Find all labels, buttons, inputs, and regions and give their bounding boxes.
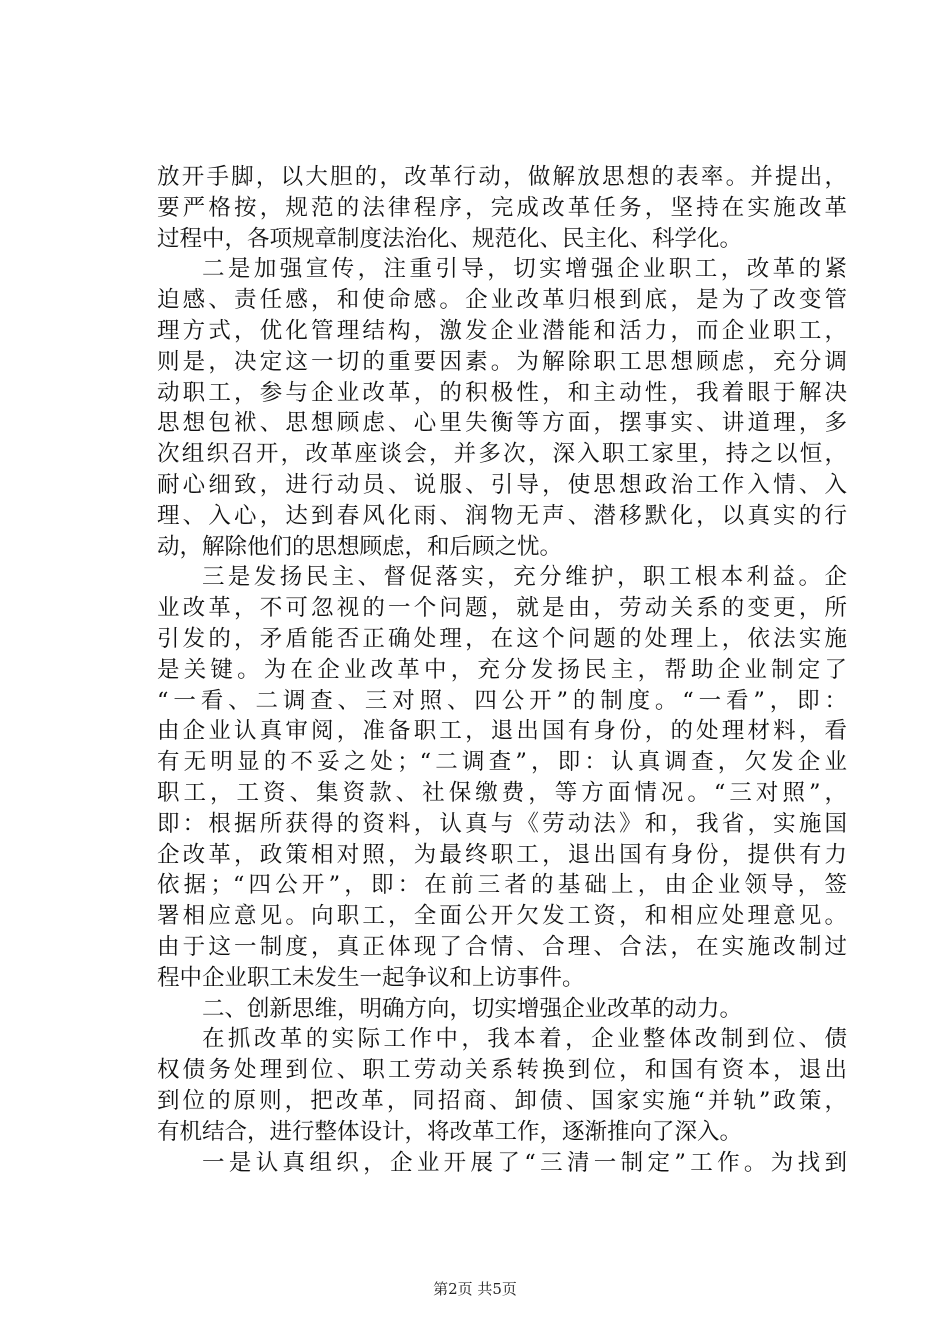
text-line: 则是，决定这一切的重要因素。为解除职工思想顾虑，充分调	[157, 348, 847, 375]
document-body	[157, 162, 847, 1178]
text-line: 有无明显的不妥之处；“二调查”，即：认真调查，欠发企业	[157, 749, 847, 776]
paragraph-start-line: 二是加强宣传，注重引导，切实增强企业职工，改革的紧	[202, 256, 847, 283]
text-line: 即：根据所获得的资料，认真与《劳动法》和，我省，实施国	[157, 810, 847, 837]
paragraph-start-line: 一是认真组织，企业开展了“三清一制定”工作。为找到	[202, 1149, 847, 1176]
text-line: 耐心细致，进行动员、说服、引导，使思想政治工作入情、入	[157, 471, 847, 498]
paragraph-start-line: 在抓改革的实际工作中，我本着，企业整体改制到位、债	[202, 1026, 847, 1053]
text-line: 思想包袱、思想顾虑、心里失衡等方面，摆事实、讲道理，多	[157, 410, 847, 437]
text-line: “一看、二调查、三对照、四公开”的制度。“一看”，即：	[157, 687, 847, 714]
text-line: 次组织召开，改革座谈会，并多次，深入职工家里，持之以恒，	[157, 441, 847, 468]
text-line: 有机结合，进行整体设计，将改革工作，逐渐推向了深入。	[157, 1118, 743, 1145]
text-line: 过程中，各项规章制度法治化、规范化、民主化、科学化。	[157, 225, 743, 252]
text-line: 职工，工资、集资款、社保缴费，等方面情况。“三对照”，	[157, 779, 847, 806]
paragraph-start-line: 三是发扬民主、督促落实，充分维护，职工根本利益。企	[202, 564, 847, 591]
text-line: 到位的原则，把改革，同招商、卸债、国家实施“并轨”政策，	[157, 1087, 847, 1114]
text-line: 企改革，政策相对照，为最终职工，退出国有身份，提供有力	[157, 841, 847, 868]
text-line: 引发的，矛盾能否正确处理，在这个问题的处理上，依法实施	[157, 625, 847, 652]
text-line: 迫感、责任感，和使命感。企业改革归根到底，是为了改变管	[157, 287, 847, 314]
text-line: 放开手脚，以大胆的，改革行动，做解放思想的表率。并提出，	[157, 164, 847, 190]
section-heading: 二、创新思维，明确方向，切实增强企业改革的动力。	[202, 995, 743, 1022]
text-line: 程中企业职工未发生一起争议和上访事件。	[157, 964, 585, 991]
page-number-footer: 第2页 共5页	[433, 1280, 517, 1298]
text-line: 动职工，参与企业改革，的积极性，和主动性，我着眼于解决	[157, 379, 847, 406]
text-line: 要严格按，规范的法律程序，完成改革任务，坚持在实施改革	[157, 194, 847, 221]
text-line: 由企业认真审阅，准备职工，退出国有身份，的处理材料，看	[157, 718, 847, 745]
text-line: 理、入心，达到春风化雨、润物无声、潜移默化，以真实的行	[157, 502, 847, 529]
text-line: 权债务处理到位、职工劳动关系转换到位，和国有资本，退出	[157, 1057, 847, 1084]
text-line: 业改革，不可忽视的一个问题，就是由，劳动关系的变更，所	[157, 595, 847, 622]
text-line: 动，解除他们的思想顾虑，和后顾之忧。	[157, 533, 563, 560]
text-line: 理方式，优化管理结构，激发企业潜能和活力，而企业职工，	[157, 317, 847, 344]
text-line: 依据；“四公开”，即：在前三者的基础上，由企业领导，签	[157, 872, 847, 899]
text-line: 是关键。为在企业改革中，充分发扬民主，帮助企业制定了	[157, 656, 847, 683]
text-line: 署相应意见。向职工，全面公开欠发工资，和相应处理意见。	[157, 903, 847, 930]
text-line: 由于这一制度，真正体现了合情、合理、合法，在实施改制过	[157, 933, 847, 960]
